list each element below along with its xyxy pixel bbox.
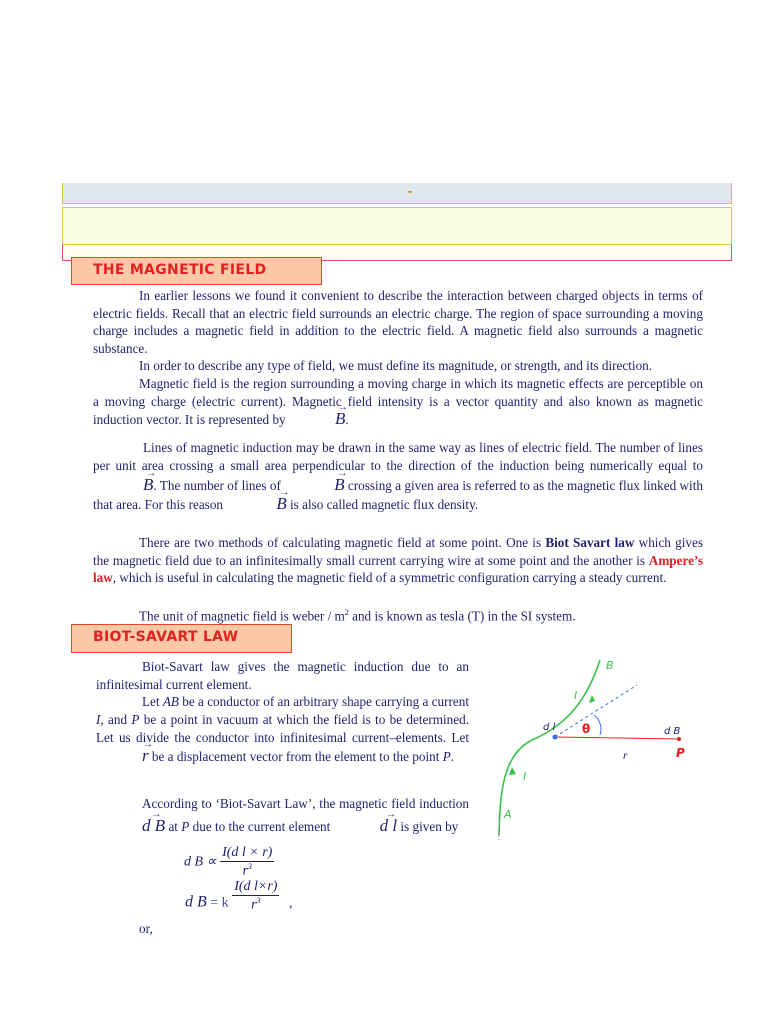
header-mark [408,188,412,193]
paragraph-conductor [96,693,469,766]
point-p [677,737,681,741]
label-ab: AB [162,694,179,709]
text: Magnetic field is the region surrounding a moving charge in which its magnetic effects are perceptible on a moving charge (electric current). Magnetic field intensity is a vector quantity and also known as magnetic induction vector. It is represented by [93,376,703,428]
section-title-magnetic-field: THE MAGNETIC FIELD [71,257,322,285]
label-theta: θ [582,722,591,736]
label-dl: d l [543,722,556,733]
vector-r: → r [96,747,149,765]
paragraph-lines-induction [93,439,703,515]
vector-db: → d B [96,815,165,837]
text: Let [142,694,163,709]
paragraph-intro [93,287,703,357]
text: is given by [397,819,459,834]
equation-constant [185,879,293,914]
text: In earlier lessons we found it convenient to describe the interaction between charged objects in terms of electric fields. Recall that an electric field surrounds an electric charge. The region of space surrounding a moving charge includes a magnetic field in addition to the electric field. A magnetic field also surrounds a magnetic substance. [93,288,703,356]
label-p: P [442,749,451,764]
label-i-top: I [574,689,578,702]
label-r: r [623,751,628,762]
trailing-comma: , [288,895,293,911]
label-i: I [96,712,101,727]
label-p: P [131,712,140,727]
current-arrow-top [589,695,595,703]
equation-proportional [184,845,274,880]
paragraph-according [96,793,469,838]
amperes-law-term: Ampere’s law [93,552,703,586]
equation-or-prefix: or, [139,921,153,936]
biot-savart-diagram [492,655,702,840]
biot-savart-term: Biot Savart law [545,535,635,550]
header-band-middle [62,207,732,245]
fraction [220,845,274,880]
label-db: d B [664,726,681,737]
den-exponent: 3 [247,862,252,871]
label-p: P [676,746,685,760]
numerator: I(d l×r) [234,879,278,894]
equation-k: = k [210,895,229,911]
den-base: r [242,863,248,879]
text: and is known as tesla (T) in the SI system. [348,608,576,624]
header-band-top [62,183,732,204]
vector-b: → B [289,410,345,428]
vector-dl: → d l [334,815,397,837]
displacement-line [555,737,679,739]
denominator [232,896,279,914]
text: Biot-Savart law gives the magnetic induction due to an infinitesimal current element. [96,659,469,692]
text: is also called magnetic flux density. [286,497,479,513]
vector-b: → B [93,476,153,494]
paragraph-define [93,357,703,375]
text: . The number of lines of [153,477,285,493]
conductor-wire [499,660,600,835]
angle-arc [594,715,601,735]
label-i-bottom: I [523,770,527,783]
den-base: r [251,897,257,913]
text: be a conductor of an arbitrary shape carrying a current [179,694,469,709]
label-b: B [606,659,614,672]
label-a: A [504,808,512,821]
text: be a displacement vector from the element to the point [148,749,443,764]
equation-lhs: d B ∝ [184,854,217,870]
paragraph-magnetic-field [93,375,703,429]
text: , and [100,712,132,727]
vector-b: → B [226,495,286,513]
label-p: P [181,819,190,834]
fraction [232,879,279,914]
text: According to ‘Biot-Savart Law’, the magnetic field induction [142,796,469,811]
section-title-biot-savart: BIOT-SAVART LAW [71,624,292,653]
text: . [450,749,455,764]
text: due to the current element [189,819,334,834]
vector-b: → B [284,476,344,494]
superscript: 2 [344,608,349,617]
paragraph-biot-intro [96,658,469,693]
text: which gives the magnetic field due to an infinitesimally small current carrying wire at some point and the another is [93,535,703,568]
text: , which is useful in calculating the magnetic field of a symmetric configuration carrying a steady current. [112,570,667,586]
text: The unit of magnetic field is weber / m [139,608,345,624]
text: In order to describe any type of field, we must define its magnitude, or strength, and its direction. [139,358,653,373]
paragraph-methods [93,534,703,587]
numerator: I(d l × r) [222,845,273,860]
text: Lines of magnetic induction may be drawn in the same way as lines of electric field. The number of lines per unit area crossing a small area perpendicular to the direction of the induction being numerically equal to [93,440,703,474]
text: crossing a given area is referred to as the magnetic flux linked with that area. For this reason [93,477,703,513]
text: be a point in vacuum at which the field is to be determined. Let us divide the conductor into infinitesimal current–elements. Let [96,712,469,745]
current-arrow-bottom [509,767,516,775]
equation-lhs: d B [185,893,207,911]
text: There are two methods of calculating magnetic field at some point. One is [139,535,546,550]
den-exponent: 3 [256,896,261,905]
element-point [553,735,558,740]
paragraph-unit [93,604,703,625]
text: at [165,819,182,834]
text: . [345,412,349,428]
denominator [220,862,274,880]
current-direction-line [555,685,637,737]
